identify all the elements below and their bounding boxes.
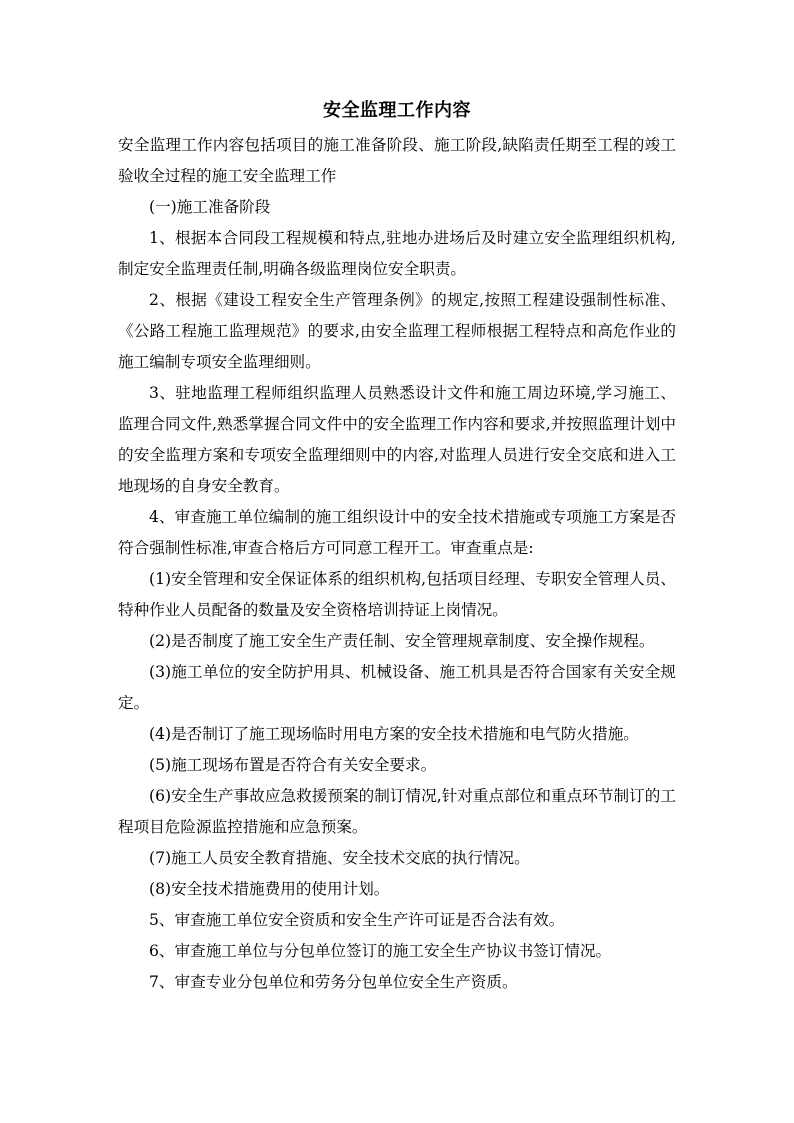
paragraph-subitem-3: (3)施工单位的安全防护用具、机械设备、施工机具是否符合国家有关安全规定。 xyxy=(118,663,676,712)
paragraph-subitem-1: (1)安全管理和安全保证体系的组织机构,包括项目经理、专职安全管理人员、特种作业人员配备的数量及安全资格培训持证上岗情况。 xyxy=(118,570,676,619)
document-title: 安全监理工作内容 xyxy=(323,100,471,121)
paragraph-subitem-4: (4)是否制订了施工现场临时用电方案的安全技术措施和电气防火措施。 xyxy=(149,725,639,743)
paragraph-item-4: 4、审查施工单位编制的施工组织设计中的安全技术措施或专项施工方案是否符合强制性标准,审查合格后方可同意工程开工。审查重点是: xyxy=(118,508,676,557)
paragraph-subitem-2: (2)是否制度了施工安全生产责任制、安全管理规章制度、安全操作规程。 xyxy=(149,632,655,650)
paragraph-item-3: 3、驻地监理工程师组织监理人员熟悉设计文件和施工周边环境,学习施工、监理合同文件,熟悉掌握合同文件中的安全监理工作内容和要求,并按照监理计划中的安全监理方案和专项安全监理细则中的内容,对监理人员进行安全交底和进入工地现场的自身安全教育。 xyxy=(118,384,676,495)
paragraph-item-2: 2、根据《建设工程安全生产管理条例》的规定,按照工程建设强制性标准、《公路工程施工监理规范》的要求,由安全监理工程师根据工程特点和高危作业的施工编制专项安全监理细则。 xyxy=(118,291,676,371)
document-page xyxy=(118,96,676,998)
paragraph-item-7: 7、审查专业分包单位和劳务分包单位安全生产资质。 xyxy=(149,973,518,991)
paragraph-subitem-5: (5)施工现场布置是否符合有关安全要求。 xyxy=(149,756,437,774)
paragraph-item-6: 6、审查施工单位与分包单位签订的施工安全生产协议书签订情况。 xyxy=(149,942,612,960)
paragraph-section-heading: (一)施工准备阶段 xyxy=(149,198,271,216)
paragraph-subitem-7: (7)施工人员安全教育措施、安全技术交底的执行情况。 xyxy=(149,849,530,867)
paragraph-item-1: 1、根据本合同段工程规模和特点,驻地办进场后及时建立安全监理组织机构,制定安全监理责任制,明确各级监理岗位安全职责。 xyxy=(118,229,676,278)
paragraph-subitem-6: (6)安全生产事故应急救援预案的制订情况,针对重点部位和重点环节制订的工程项目危险源监控措施和应急预案。 xyxy=(118,787,676,836)
paragraph-intro: 安全监理工作内容包括项目的施工准备阶段、施工阶段,缺陷责任期至工程的竣工验收全过程的施工安全监理工作 xyxy=(118,136,676,185)
paragraph-item-5: 5、审查施工单位安全资质和安全生产许可证是否合法有效。 xyxy=(149,911,565,929)
paragraph-subitem-8: (8)安全技术措施费用的使用计划。 xyxy=(149,880,390,898)
